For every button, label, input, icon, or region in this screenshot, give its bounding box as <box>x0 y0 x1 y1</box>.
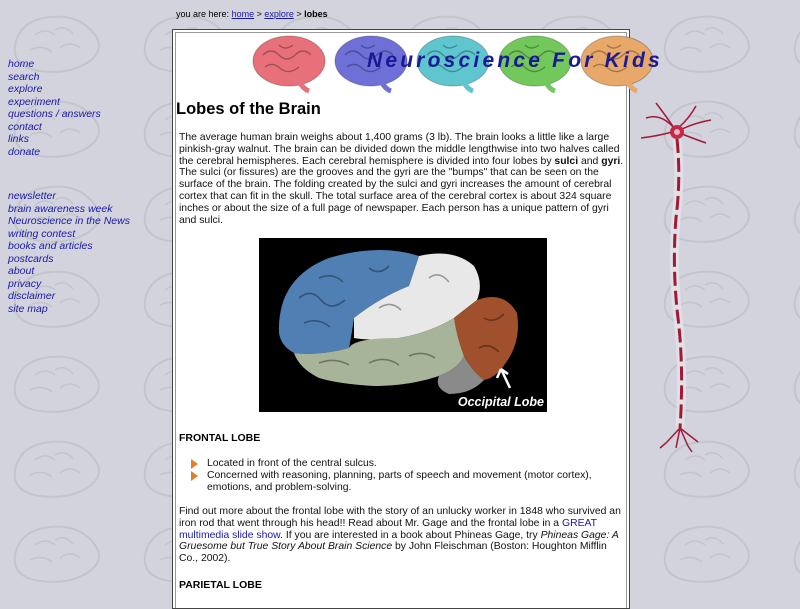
nav-link-site-map[interactable]: site map <box>8 302 48 315</box>
nav-link-disclaimer[interactable]: disclaimer <box>8 290 56 302</box>
bullet-arrow-icon <box>191 459 198 469</box>
frontal-lobe-more-info <box>179 506 627 565</box>
nav-link-postcards[interactable]: postcards <box>8 252 54 265</box>
nav-link-privacy[interactable]: privacy <box>8 277 42 290</box>
breadcrumb-prefix: you are here: <box>176 9 230 19</box>
more-info-text: . If you are interested in a book about Phineas Gage, try <box>280 529 541 541</box>
nav-link-neuroscience-news[interactable]: Neuroscience in the News <box>8 215 130 227</box>
section-heading-parietal-lobe: PARIETAL LOBE <box>179 579 262 591</box>
banner-brain-1 <box>253 36 325 91</box>
term-gyri: gyri <box>601 155 621 167</box>
nav-link-contact[interactable]: contact <box>8 120 42 133</box>
bullet-arrow-icon <box>191 471 198 481</box>
breadcrumb-home-link[interactable]: home <box>231 9 255 19</box>
slide-show-link[interactable]: GREAT multimedia slide show <box>179 517 597 541</box>
intro-paragraph <box>179 132 627 226</box>
site-title: Neuroscience For Kids <box>367 49 663 72</box>
nav-link-books-articles[interactable]: books and articles <box>8 240 93 252</box>
list-item-text: Concerned with reasoning, planning, parts of speech and movement (motor cortex), emotions, and problem-solving. <box>207 469 592 493</box>
pointer-arrow-icon <box>497 369 510 388</box>
breadcrumb-separator: > <box>293 9 305 19</box>
breadcrumb-current: lobes <box>304 9 328 19</box>
site-banner[interactable] <box>251 33 663 95</box>
intro-text: . The sulci (or fissures) are the grooves and the gyri are the "bumps" that can be seen on the surface of the brain. The folding created by the sulci and gyri increases the amount of cerebral cortex that can fit in the skull. The total surface area of the cerebral cortex is about 324 square inches or about the size of a full page of newspaper. Each person has a unique pattern of gyri and sulci. <box>179 155 624 226</box>
breadcrumb <box>176 9 328 19</box>
secondary-nav <box>8 190 130 315</box>
nav-link-home[interactable]: home <box>8 58 35 70</box>
nav-link-links[interactable]: links <box>8 133 30 145</box>
frontal-lobe-bullet-list <box>191 458 611 493</box>
nav-link-questions-answers[interactable]: questions / answers <box>8 108 101 120</box>
breadcrumb-separator: > <box>254 9 265 19</box>
list-item <box>191 470 611 494</box>
nav-link-writing-contest[interactable]: writing contest <box>8 227 76 240</box>
breadcrumb-explore-link[interactable]: explore <box>264 9 294 19</box>
nav-link-donate[interactable]: donate <box>8 145 41 158</box>
term-sulci: sulci <box>554 155 579 167</box>
more-info-text: by John Fleischman (Boston: Houghton Mifflin Co., 2002). <box>179 541 607 565</box>
intro-text: and <box>578 155 602 167</box>
nav-link-search[interactable]: search <box>8 70 40 83</box>
more-info-text: Find out more about the frontal lobe with the story of an unlucky worker in 1848 who survived an iron rod that went through his head!! Read about Mr. Gage and the frontal lobe in a <box>179 506 621 529</box>
list-item-text: Located in front of the central sulcus. <box>207 458 377 469</box>
nav-link-explore[interactable]: explore <box>8 83 43 95</box>
book-title: Phineas Gage: A Gruesome but True Story About Brain Science <box>179 529 619 553</box>
figure-caption: Occipital Lobe <box>457 395 544 409</box>
nav-link-about[interactable]: about <box>8 265 35 277</box>
nav-link-brain-awareness-week[interactable]: brain awareness week <box>8 202 113 215</box>
section-heading-frontal-lobe: FRONTAL LOBE <box>179 432 261 444</box>
brain-lobes-image <box>259 238 547 412</box>
intro-text: The average human brain weighs about 1,400 grams (3 lb). The brain looks a little like a large pinkish-gray walnut. The brain can be divided down the middle lengthwise into two halves called the cerebral hemispheres. Each cerebral hemisphere is divided into four lobes by <box>179 132 620 167</box>
nav-link-newsletter[interactable]: newsletter <box>8 190 56 202</box>
nav-link-experiment[interactable]: experiment <box>8 95 60 108</box>
list-item <box>191 458 611 470</box>
neuron-illustration <box>636 98 716 458</box>
content-panel <box>172 29 663 609</box>
brain-lobes-figure <box>259 238 547 412</box>
primary-nav <box>8 58 101 158</box>
page-title: Lobes of the Brain <box>176 100 321 118</box>
